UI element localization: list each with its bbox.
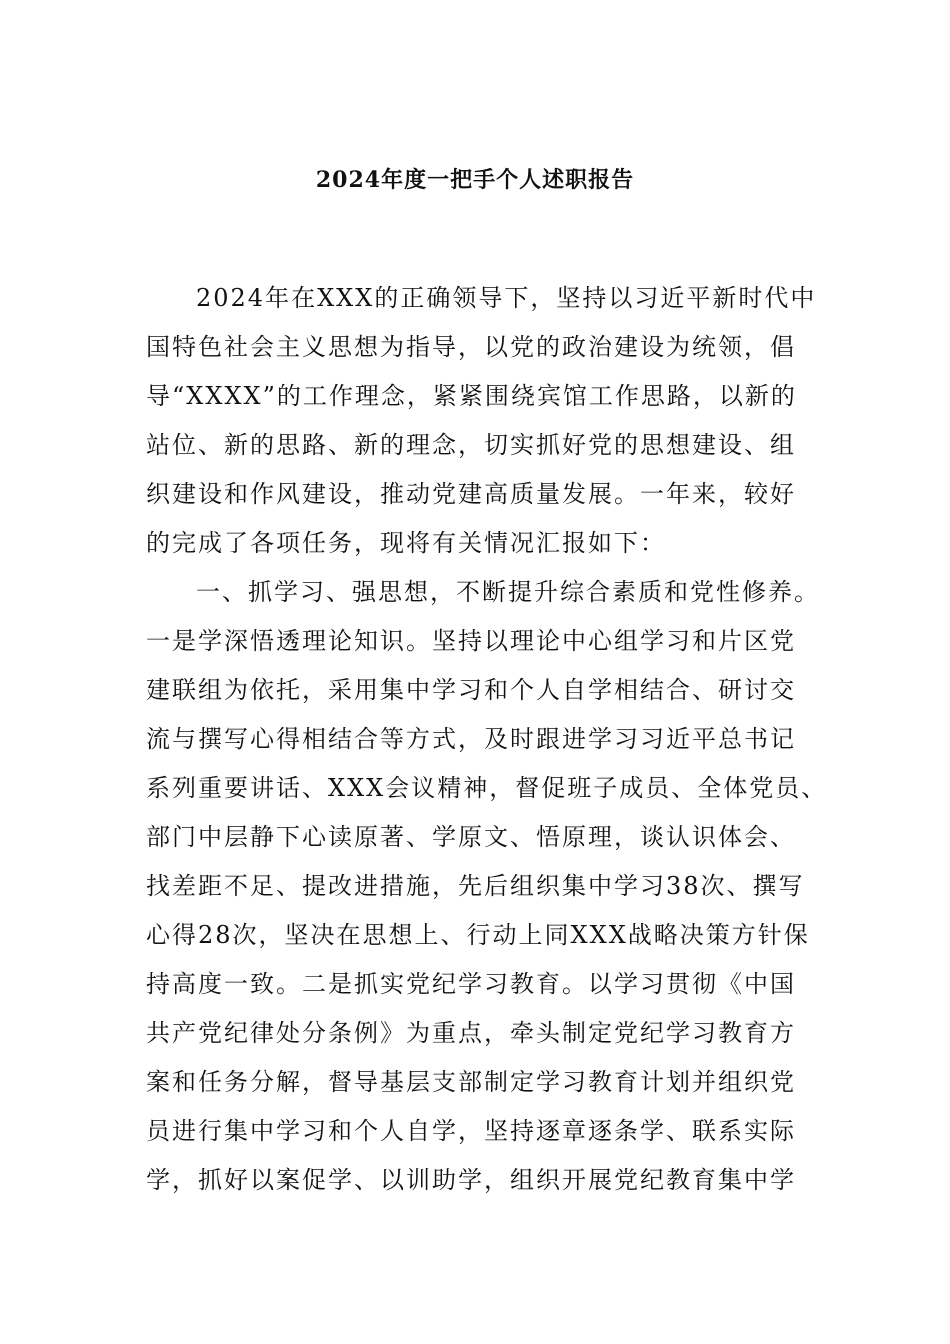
paragraph-line: 持高度一致。二是抓实党纪学习教育。以学习贯彻《中国 — [146, 970, 796, 998]
paragraph-line: 2024年在XXX的正确领导下，坚持以习近平新时代中 — [196, 284, 817, 312]
paragraph-line: 系列重要讲话、XXX会议精神，督促班子成员、全体党员、 — [146, 774, 828, 802]
paragraph-line: 导“XXXX”的工作理念，紧紧围绕宾馆工作思路，以新的 — [146, 382, 797, 410]
paragraph-line: 的完成了各项任务，现将有关情况汇报如下： — [146, 529, 666, 557]
section-heading-line: 一、抓学习、强思想，不断提升综合素质和党性修养。 — [196, 578, 820, 606]
paragraph-line: 部门中层静下心读原著、学原文、悟原理，谈认识体会、 — [146, 823, 796, 851]
document-title: 2024年度一把手个人述职报告 — [315, 167, 635, 193]
paragraph-line: 一是学深悟透理论知识。坚持以理论中心组学习和片区党 — [146, 627, 796, 655]
paragraph-line: 流与撰写心得相结合等方式，及时跟进学习习近平总书记 — [146, 725, 796, 753]
document-body — [146, 278, 828, 1209]
paragraph-line: 织建设和作风建设，推动党建高质量发展。一年来，较好 — [146, 480, 796, 508]
paragraph-line: 找差距不足、提改进措施，先后组织集中学习38次、撰写 — [146, 872, 805, 900]
paragraph-line: 建联组为依托，采用集中学习和个人自学相结合、研讨交 — [146, 676, 796, 704]
paragraph-line: 共产党纪律处分条例》为重点，牵头制定党纪学习教育方 — [146, 1019, 796, 1047]
paragraph-line: 国特色社会主义思想为指导，以党的政治建设为统领，倡 — [146, 333, 796, 361]
paragraph-line: 站位、新的思路、新的理念，切实抓好党的思想建设、组 — [146, 431, 796, 459]
paragraph-line: 心得28次，坚决在思想上、行动上同XXX战略决策方针保 — [146, 921, 810, 949]
paragraph-line: 案和任务分解，督导基层支部制定学习教育计划并组织党 — [146, 1068, 796, 1096]
paragraph-line: 学，抓好以案促学、以训助学，组织开展党纪教育集中学 — [146, 1166, 796, 1194]
paragraph-line: 员进行集中学习和个人自学，坚持逐章逐条学、联系实际 — [146, 1117, 796, 1145]
